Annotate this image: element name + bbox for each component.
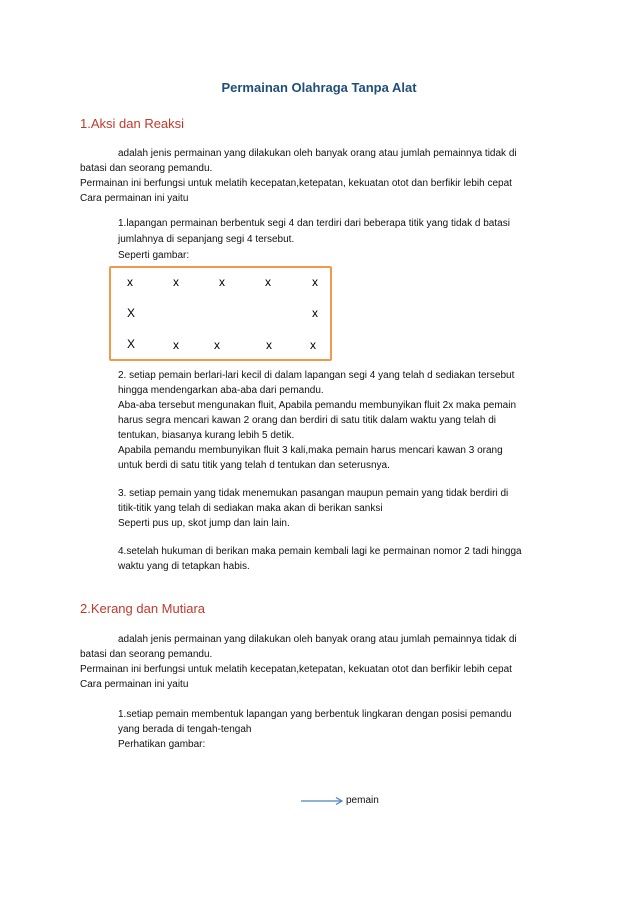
step-line: hingga mendengarkan aba-aba dari pemandu. (118, 385, 324, 396)
step-line: yang berada di tengah-tengah (118, 724, 252, 735)
step-line: tentukan, biasanya kurang lebih 5 detik. (118, 430, 295, 441)
point-marker: x (312, 306, 318, 320)
step-line: 3. setiap pemain yang tidak menemukan pasangan maupun pemain yang tidak berdiri di (118, 488, 509, 499)
step-line: jumlahnya di sepanjang segi 4 tersebut. (118, 234, 295, 245)
point-marker: x (310, 338, 316, 352)
point-marker: x (173, 275, 179, 289)
arrow-icon (300, 796, 345, 806)
point-marker: x (219, 275, 225, 289)
paragraph-line: adalah jenis permainan yang dilakukan oleh banyak orang atau jumlah pemainnya tidak di (118, 634, 517, 645)
point-marker: x (266, 338, 272, 352)
paragraph-line: adalah jenis permainan yang dilakukan oleh banyak orang atau jumlah pemainnya tidak di (118, 148, 517, 159)
paragraph-line: batasi dan seorang pemandu. (80, 163, 213, 174)
paragraph-line: Permainan ini berfungsi untuk melatih kecepatan,ketepatan, kekuatan otot dan berfikir lebih cepat (80, 664, 512, 675)
paragraph-line: Cara permainan ini yaitu (80, 679, 189, 690)
point-marker: x (312, 275, 318, 289)
step-line: Apabila pemandu membunyikan fluit 3 kali,maka pemain harus mencari kawan 3 orang (118, 445, 503, 456)
point-marker: x (265, 275, 271, 289)
point-marker: X (127, 306, 136, 320)
section-heading-aksi-reaksi: 1.Aksi dan Reaksi (80, 116, 185, 131)
paragraph-line: batasi dan seorang pemandu. (80, 649, 213, 660)
point-marker: x (214, 338, 220, 352)
point-marker: x (127, 275, 133, 289)
step-line: 1.setiap pemain membentuk lapangan yang berbentuk lingkaran dengan posisi pemandu (118, 709, 512, 720)
step-line: 4.setelah hukuman di berikan maka pemain kembali lagi ke permainan nomor 2 tadi hingga (118, 546, 522, 557)
step-line: 1.lapangan permainan berbentuk segi 4 dan terdiri dari beberapa titik yang tidak d batasi (118, 218, 510, 229)
step-line: Perhatikan gambar: (118, 739, 206, 750)
section-heading-kerang-mutiara: 2.Kerang dan Mutiara (80, 601, 206, 616)
page-title: Permainan Olahraga Tanpa Alat (221, 80, 417, 95)
step-line: Aba-aba tersebut mengunakan fluit, Apabila pemandu membunyikan fluit 2x maka pemain (118, 400, 517, 411)
point-marker: x (173, 338, 179, 352)
arrow-label: pemain (346, 795, 379, 806)
step-line: waktu yang di tetapkan habis. (118, 561, 250, 572)
step-line: 2. setiap pemain berlari-lari kecil di dalam lapangan segi 4 yang telah d sediakan tersebut (118, 370, 515, 381)
paragraph-line: Permainan ini berfungsi untuk melatih kecepatan,ketepatan, kekuatan otot dan berfikir lebih cepat (80, 178, 512, 189)
paragraph-line: Cara permainan ini yaitu (80, 193, 189, 204)
step-line: harus segra mencari kawan 2 orang dan berdiri di satu titik dalam waktu yang telah di (118, 415, 496, 426)
step-line: Seperti pus up, skot jump dan lain lain. (118, 518, 290, 529)
step-line: titik-titik yang telah di sediakan maka akan di berikan sanksi (118, 503, 383, 514)
step-line: Seperti gambar: (118, 250, 190, 261)
step-line: untuk berdi di satu titik yang telah d tentukan dan seterusnya. (118, 460, 390, 471)
point-marker: X (127, 337, 136, 351)
